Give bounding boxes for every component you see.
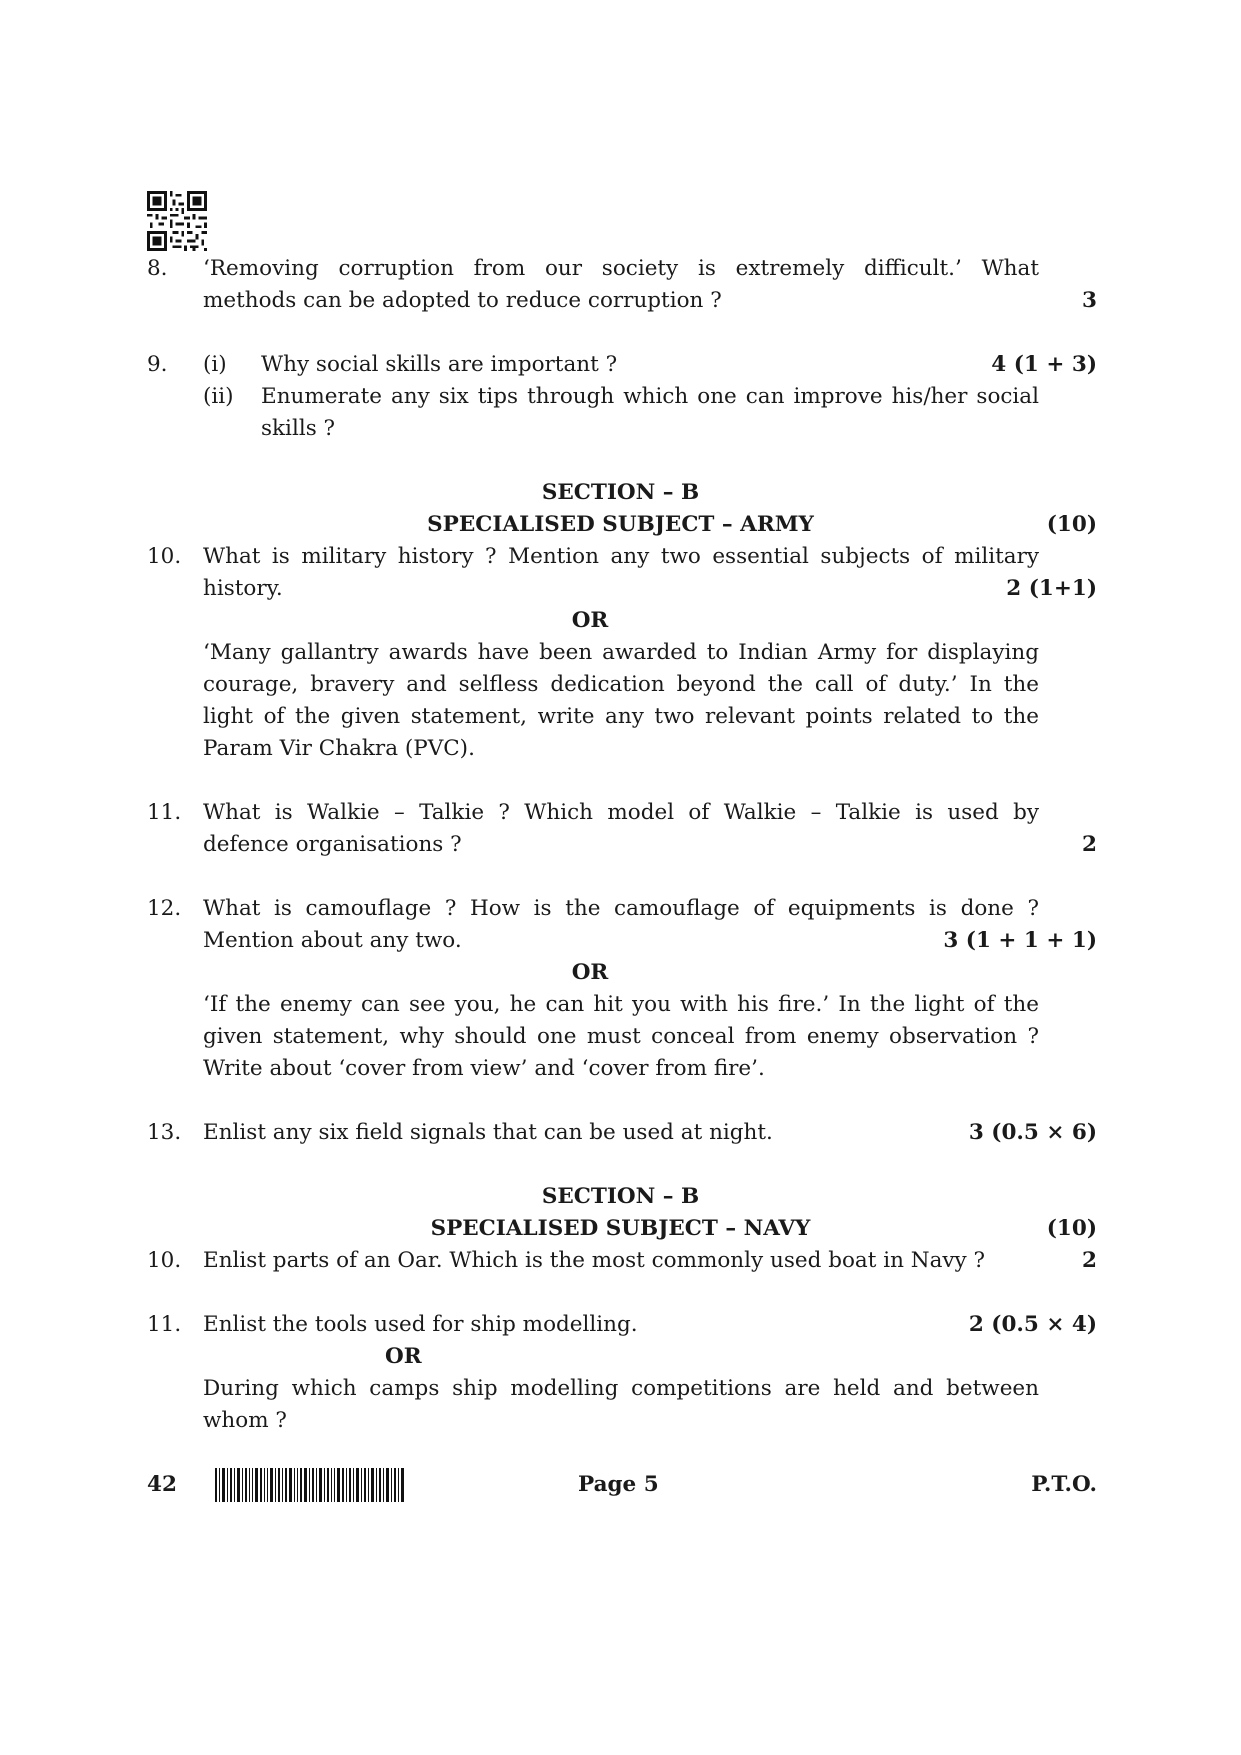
question-number: 13.: [147, 1120, 182, 1145]
section-total-marks: (10): [1046, 1216, 1097, 1241]
paper-code: 42: [147, 1472, 177, 1497]
marks-label: 2: [1082, 832, 1097, 857]
question-text: light of the given statement, write any two relevant points related to the: [203, 704, 1039, 729]
question-text: ‘Removing corruption from our society is extremely difficult.’ What: [203, 256, 1039, 281]
or-divider: OR: [571, 608, 609, 633]
question-text: Enlist the tools used for ship modelling.: [203, 1312, 638, 1337]
sub-question-label: (ii): [203, 384, 234, 409]
question-number: 10.: [147, 1248, 182, 1273]
question-number: 12.: [147, 896, 182, 921]
question-number: 10.: [147, 544, 182, 569]
question-text: What is camouflage ? How is the camouflage of equipments is done ?: [203, 896, 1039, 921]
question-text: defence organisations ?: [203, 832, 462, 857]
question-number: 8.: [147, 256, 168, 281]
page-number: Page 5: [578, 1472, 659, 1497]
section-heading: SECTION – B: [541, 480, 700, 505]
marks-label: 3 (0.5 × 6): [968, 1120, 1097, 1145]
marks-label: 3 (1 + 1 + 1): [943, 928, 1097, 953]
barcode: [215, 1468, 405, 1502]
question-number: 9.: [147, 352, 168, 377]
marks-label: 3: [1082, 288, 1097, 313]
question-text: methods can be adopted to reduce corruption ?: [203, 288, 722, 313]
question-number: 11.: [147, 800, 182, 825]
question-text: During which camps ship modelling competitions are held and between: [203, 1376, 1039, 1401]
question-text: Enlist parts of an Oar. Which is the most commonly used boat in Navy ?: [203, 1248, 986, 1273]
marks-label: 2 (0.5 × 4): [968, 1312, 1097, 1337]
question-text: Mention about any two.: [203, 928, 462, 953]
question-text: ‘If the enemy can see you, he can hit you with his fire.’ In the light of the: [203, 992, 1039, 1017]
subject-heading: SPECIALISED SUBJECT – NAVY: [430, 1216, 811, 1241]
sub-question-label: (i): [203, 352, 227, 377]
question-text: whom ?: [203, 1408, 287, 1433]
question-text: Why social skills are important ?: [261, 352, 618, 377]
question-text: history.: [203, 576, 283, 601]
question-text: Enlist any six field signals that can be used at night.: [203, 1120, 773, 1145]
question-number: 11.: [147, 1312, 182, 1337]
pto-label: P.T.O.: [1031, 1472, 1097, 1497]
or-divider: OR: [385, 1344, 422, 1369]
question-text: ‘Many gallantry awards have been awarded to Indian Army for displaying: [203, 640, 1039, 665]
section-total-marks: (10): [1046, 512, 1097, 537]
marks-label: 2 (1+1): [1006, 576, 1097, 601]
question-text: given statement, why should one must conceal from enemy observation ?: [203, 1024, 1039, 1049]
or-divider: OR: [571, 960, 609, 985]
subject-heading: SPECIALISED SUBJECT – ARMY: [427, 512, 814, 537]
question-text: Write about ‘cover from view’ and ‘cover from fire’.: [203, 1056, 765, 1081]
marks-label: 4 (1 + 3): [991, 352, 1097, 377]
question-text: What is Walkie – Talkie ? Which model of Walkie – Talkie is used by: [203, 800, 1039, 825]
question-text: Enumerate any six tips through which one can improve his/her social: [261, 384, 1039, 409]
question-text: Param Vir Chakra (PVC).: [203, 736, 475, 761]
section-heading: SECTION – B: [541, 1184, 700, 1209]
question-text: skills ?: [261, 416, 336, 441]
question-text: What is military history ? Mention any two essential subjects of military: [203, 544, 1039, 569]
qr-code: [147, 191, 207, 251]
marks-label: 2: [1082, 1248, 1097, 1273]
question-text: courage, bravery and selfless dedication beyond the call of duty.’ In the: [203, 672, 1039, 697]
